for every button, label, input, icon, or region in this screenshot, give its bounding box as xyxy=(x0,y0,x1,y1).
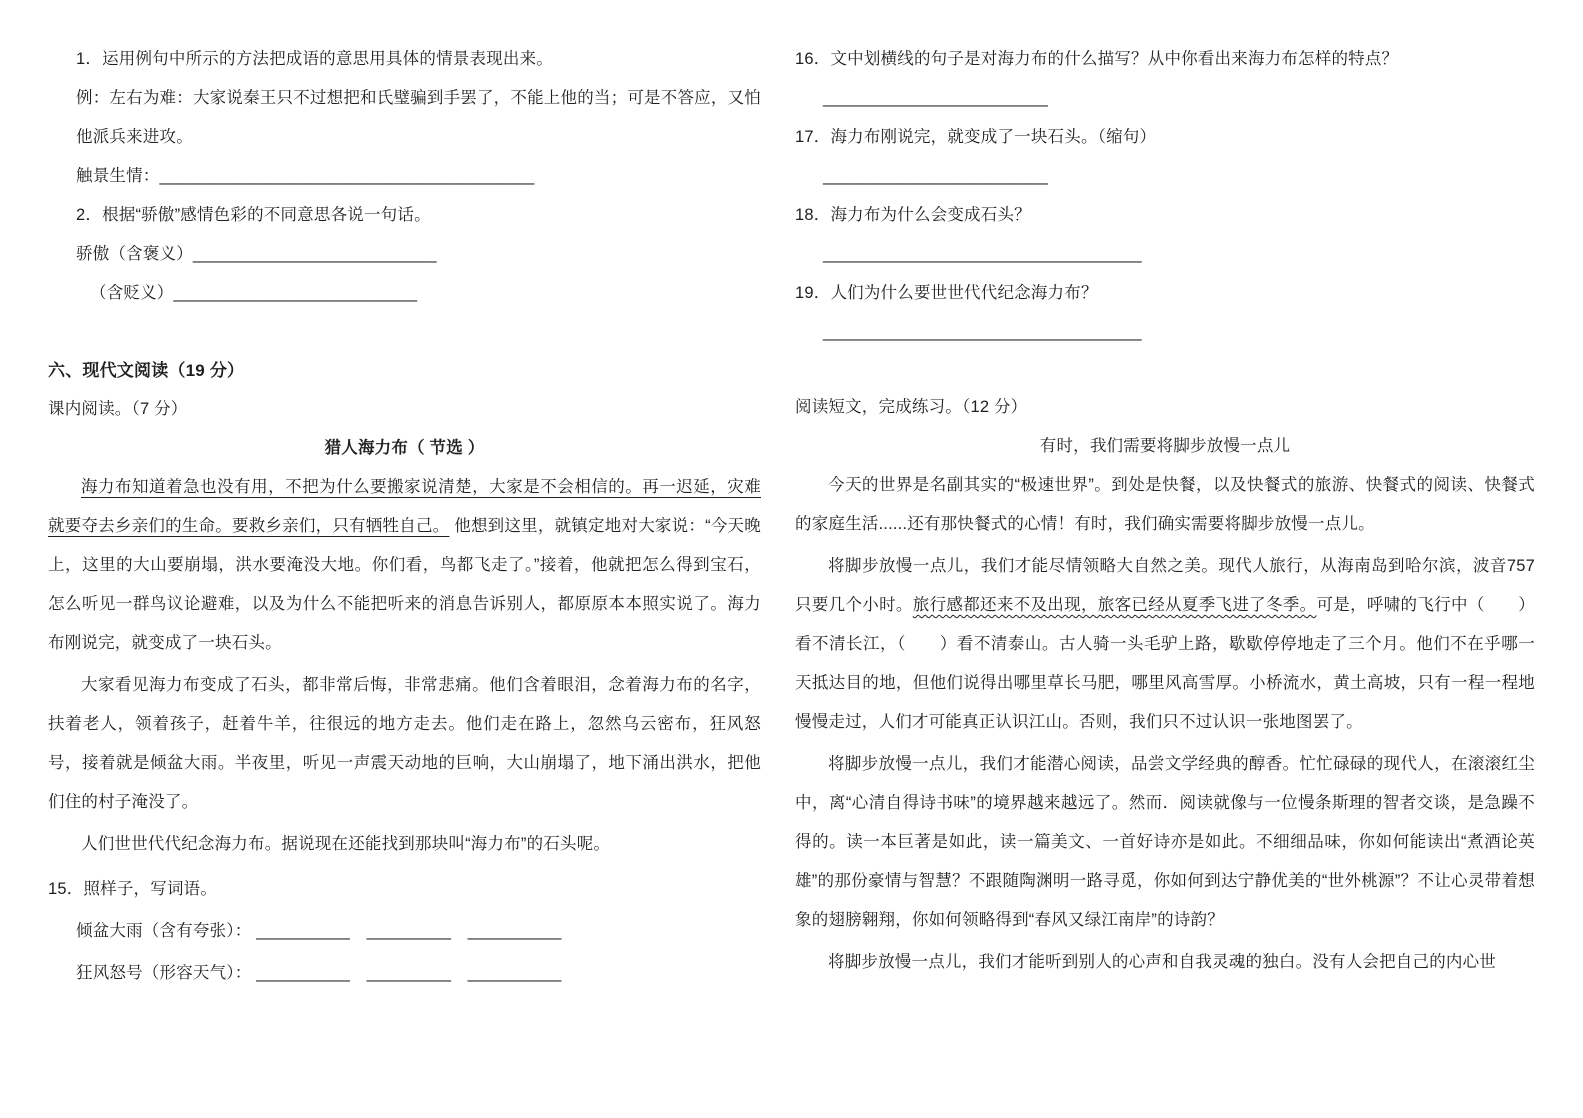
left-column xyxy=(48,40,761,1118)
question-15-blank-line-1: 倾盆大雨（含有夸张）： __________ _________ __________ xyxy=(76,922,562,940)
in-class-reading-label: 课内阅读。（7 分） xyxy=(48,400,188,418)
essay-paragraph-2 xyxy=(795,547,1535,742)
passage-paragraph-3: 人们世世代代纪念海力布。据说现在还能找到那块叫“海力布”的石头呢。 xyxy=(81,835,611,853)
essay-paragraph-3: 将脚步放慢一点儿，我们才能潜心阅读，品尝文学经典的醇香。忙忙碌碌的现代人，在滚滚红尘中，离“心清自得诗书味”的境界越来越远了。然而．阅读就像与一位慢条斯理的智者交谈，是急躁不得的。读一本巨著是如此，读一篇美文、一首好诗亦是如此。不细细品味，你如何能读出“煮酒论英雄”的那份豪情与智慧？不跟随陶渊明一路寻觅，你如何到达宁静优美的“世外桃源”？不让心灵带着想象的翅膀翱翔，你如何领略得到“春风又绿江南岸”的诗韵？ xyxy=(795,755,1535,929)
question-16-text: 16．文中划横线的句子是对海力布的什么描写？从中你看出来海力布怎样的特点？ xyxy=(795,50,1399,68)
essay-paragraph-2-after: 可是，呼啸的飞行中（ ）看不清长江，（ ）看不清泰山。古人骑一头毛驴上路，歇歇停停地走了三个月。他们不在乎哪一天抵达目的地，但他们说得出哪里草长马肥，哪里风高雪厚。小桥流水，黄土高坡，只有一程一程地慢慢走过，人们才可能真正认识江山。否则，我们只不过认识一张地图罢了。 xyxy=(795,596,1535,731)
question-17-text: 17．海力布刚说完，就变成了一块石头。（缩句） xyxy=(795,128,1157,146)
essay-paragraph-1: 今天的世界是名副其实的“极速世界”。到处是快餐，以及快餐式的旅游、快餐式的阅读、快餐式的家庭生活......还有那快餐式的心情！有时，我们确实需要将脚步放慢一点儿。 xyxy=(795,476,1535,533)
question-19-answer-blank: __________________________________ xyxy=(823,323,1142,341)
question-15-blank-line-2: 狂风怒号（形容天气）： __________ _________ __________ xyxy=(76,964,562,982)
question-15-text: 15．照样子，写词语。 xyxy=(48,880,218,898)
essay-title: 有时，我们需要将脚步放慢一点儿 xyxy=(1039,437,1291,455)
short-passage-exercise-label: 阅读短文，完成练习。（12 分） xyxy=(795,398,1028,416)
essay-paragraph-2-before: 将脚步放慢一点儿，我们才能尽情领略大自然之美。现代人旅行，从海南岛到哈尔滨，波音757 只要几个小时。 xyxy=(795,557,1535,614)
question-2-answer-blank-positive: 骄傲（含褒义）__________________________ xyxy=(76,245,437,263)
passage-paragraph-2: 大家看见海力布变成了石头，都非常后悔，非常悲痛。他们含着眼泪，念着海力布的名字，扶着老人，领着孩子，赶着牛羊，往很远的地方走去。他们走在路上，忽然乌云密布，狂风怒号，接着就是倾盆大雨。半夜里，听见一声震天动地的巨响，大山崩塌了，地下涌出洪水，把他们住的村子淹没了。 xyxy=(48,676,761,811)
question-2-answer-blank-negative: （含贬义）__________________________ xyxy=(90,284,418,302)
question-18-answer-blank: __________________________________ xyxy=(823,245,1142,263)
essay-paragraph-4: 将脚步放慢一点儿，我们才能听到别人的心声和自我灵魂的独白。没有人会把自己的内心世 xyxy=(828,953,1496,971)
question-19-text: 19．人们为什么要世世代代纪念海力布？ xyxy=(795,284,1098,302)
question-16-answer-blank: ________________________ xyxy=(823,89,1049,107)
question-1-text: 1．运用例句中所示的方法把成语的意思用具体的情景表现出来。 xyxy=(76,50,553,68)
section-6-heading: 六、现代文阅读（19 分） xyxy=(48,361,245,380)
passage-paragraph-1 xyxy=(48,468,761,663)
question-1-example: 例：左右为难：大家说秦王只不过想把和氏璧骗到手罢了，不能上他的当；可是不答应，又怕他派兵来进攻。 xyxy=(76,89,761,146)
question-2-text: 2．根据“骄傲”感情色彩的不同意思各说一句话。 xyxy=(76,206,431,224)
question-18-text: 18．海力布为什么会变成石头？ xyxy=(795,206,1031,224)
passage-title: 猎人海力布（ 节选 ） xyxy=(324,439,485,457)
wavy-underlined-sentence: 旅行感都还来不及出现，旅客已经从夏季飞进了冬季。 xyxy=(912,596,1317,614)
question-1-answer-blank: 触景生情：________________________________________ xyxy=(76,167,535,185)
underlined-sentences: 海力布知道着急也没有用，不把为什么要搬家说清楚，大家是不会相信的。再一迟延，灾难就要夺去乡亲们的生命。要救乡亲们，只有牺牲自己。 xyxy=(48,478,761,535)
passage-paragraph-1-rest: 他想到这里，就镇定地对大家说：“今天晚上，这里的大山要崩塌，洪水要淹没大地。你们看，鸟都飞走了。”接着，他就把怎么得到宝石，怎么听见一群鸟议论避难，以及为什么不能把听来的消息告诉别人，都原原本本照实说了。海力布刚说完，就变成了一块石头。 xyxy=(48,517,761,652)
question-17-answer-blank: ________________________ xyxy=(823,167,1049,185)
right-column xyxy=(795,40,1535,1118)
